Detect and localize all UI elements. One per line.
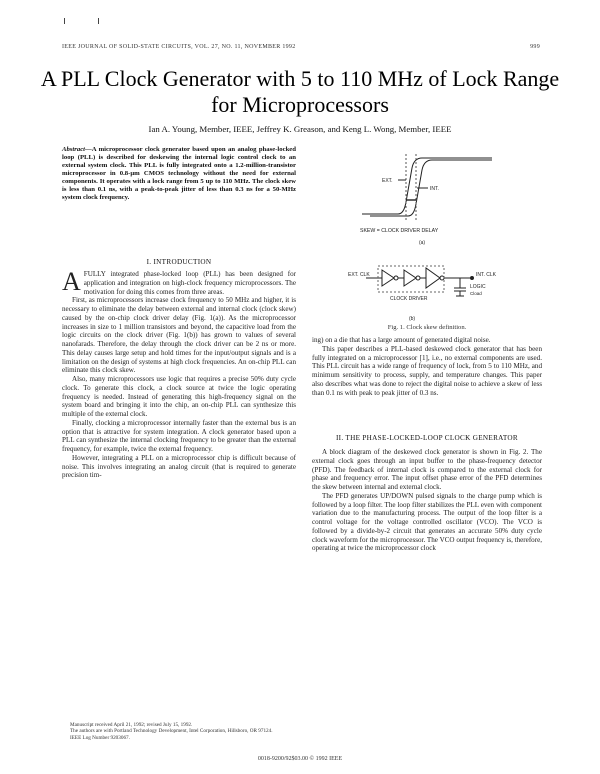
subfigure-label-a: (a) xyxy=(418,240,426,246)
abstract-text: —A microprocessor clock generator based upon an analog phase-locked loop (PLL) is described for deskewing the internal logic control clock to an external system clock. This PLL is fully integrated onto a 1.2-million-transistor microprocessor in 0.8-μm CMOS technology without the need for external components. It operates with a lock range from 5 up to 110 MHz. The clock skew is less than 0.1 ns, with a peak-to-peak jitter of less than 0.3 ns for a 50-MHz system clock frequency. xyxy=(62,146,296,201)
footnote-line: The authors are with Portland Technology Development, Intel Corporation, Hillsboro, OR 97124. xyxy=(70,728,273,735)
paragraph: Also, many microprocessors use logic that requires a precise 50% duty cycle clock. To generate this clock, a clock source at twice the logic operating frequency is needed. Instead of generating this high-frequency signal on the system board and bringing it into the chip, an on-chip PLL can synthesize this multiple of the external clock. xyxy=(62,375,296,418)
inverter-2-icon xyxy=(404,270,416,286)
paragraph: AFULLY integrated phase-locked loop (PLL) has been designed for application and integration on high-clock frequency microprocessors. The motivation for doing this comes from three areas. xyxy=(62,267,296,296)
section-heading-introduction: I. INTRODUCTION xyxy=(146,258,212,266)
clock-driver-label: CLOCK DRIVER xyxy=(390,296,428,302)
ext-clock-waveform xyxy=(362,158,492,214)
introduction-text xyxy=(62,267,296,480)
output-node xyxy=(471,277,474,280)
footnote xyxy=(62,722,296,741)
section-2-text xyxy=(312,448,542,553)
inverter-1-icon xyxy=(382,270,394,286)
crop-mark xyxy=(64,18,65,24)
author-line: Ian A. Young, Member, IEEE, Jeffrey K. Greason, and Keng L. Wong, Member, IEEE xyxy=(148,124,452,134)
crop-mark xyxy=(98,18,99,24)
abstract-lead: Abstract xyxy=(62,146,86,153)
clock-driver-box xyxy=(378,266,444,292)
paragraph: A block diagram of the deskewed clock generator is shown in Fig. 2. The external clock goes through an input buffer to the phase-frequency detector (PFD). The feedback of internal clock is compared to the external clock for phase and frequency error. The input offset phase error of the PFD determines the skew between internal and external clock. xyxy=(312,448,542,491)
footnote-line: Manuscript received April 21, 1992; revised July 15, 1992. xyxy=(70,722,193,728)
int-clk-label: INT. CLK xyxy=(476,272,497,278)
skew-definition: SKEW = CLOCK DRIVER DELAY xyxy=(360,228,439,234)
paragraph: ing) on a die that has a large amount of generated digital noise. xyxy=(312,336,491,344)
figure-caption: Fig. 1. Clock skew definition. xyxy=(387,324,467,331)
drop-cap: A xyxy=(62,267,81,296)
page-number: 999 xyxy=(530,44,540,50)
right-column-text xyxy=(312,336,542,397)
running-head xyxy=(62,44,540,54)
inverter-3-icon xyxy=(426,268,440,288)
paper-title: A PLL Clock Generator with 5 to 110 MHz of Lock Range for Microprocessors xyxy=(40,66,560,117)
logic-label: LOGIC xyxy=(470,284,486,290)
copyright-code: 0018-9200/92$03.00 © 1992 IEEE xyxy=(257,756,343,762)
subfigure-label-b: (b) xyxy=(408,316,416,322)
ext-label: EXT. xyxy=(382,178,393,184)
paragraph: The PFD generates UP/DOWN pulsed signals to the charge pump which is followed by a loop filter. The loop filter stabilizes the PLL even with component variation due to the manufacturing process. The output of the loop filter is a control voltage for the voltage controlled oscillator (VCO). The VCO is followed by a divide-by-2 circuit that generates an accurate 50% duty cycle clock waveform for the microprocessor. The VCO output frequency is, therefore, operating at twice the microprocessor clock xyxy=(312,491,543,553)
int-label: INT. xyxy=(430,186,439,192)
ext-clk-label: EXT. CLK xyxy=(348,272,370,278)
footnote-line: IEEE Log Number 9203067. xyxy=(70,734,130,741)
paragraph: Finally, clocking a microprocessor internally faster than the external bus is an option that is attractive for system integration. A clock generator based upon a PLL can synthesize the internal clocking frequency to be greater than the external frequency, for example, twice the external frequency. xyxy=(62,418,296,453)
paragraph: However, integrating a PLL on a microprocessor chip is difficult because of noise. This involves integrating an analog circuit (that is required to generate precision tim- xyxy=(62,453,296,480)
section-heading-pll: II. THE PHASE-LOCKED-LOOP CLOCK GENERATOR xyxy=(335,434,519,442)
figure-1a-timing-diagram xyxy=(342,152,512,248)
cload-label: Cload xyxy=(470,291,482,296)
paragraph: First, as microprocessors increase clock frequency to 50 MHz and higher, it is necessary to eliminate the delay between external and internal clock (clock skew) caused by the on-chip clock driver delay (Fig. 1(a)). As the microprocessor increases in size to 1 million transistors and beyond, the capacitive load from the logic circuits on the clock driver (Fig. 1(b)) has grown to values of several nanofarads. Therefore, the delay through the clock driver can be 2 ns or more. This delay causes large setup and hold times for the input/output signals and is a limitation on the design of systems at high clock frequencies. An on-chip PLL can eliminate this clock skew. xyxy=(62,296,296,375)
figure-1b-clock-driver-circuit xyxy=(348,258,514,326)
paragraph: This paper describes a PLL-based deskewed clock generator that has been fully integrated on a microprocessor [1], i.e., no external components are used. This PLL circuit has a wide range of frequency of lock, from 5 to 110 MHz, and minimum sensitivity to process, supply, and temperature changes. This paper also describes what was done to reject the digital noise to achieve a skew of less than 0.1 ns with peak to peak jitter of 0.3 ns. xyxy=(312,344,542,397)
journal-name: IEEE JOURNAL OF SOLID-STATE CIRCUITS, VOL. 27, NO. 11, NOVEMBER 1992 xyxy=(62,44,296,50)
abstract xyxy=(62,146,296,202)
